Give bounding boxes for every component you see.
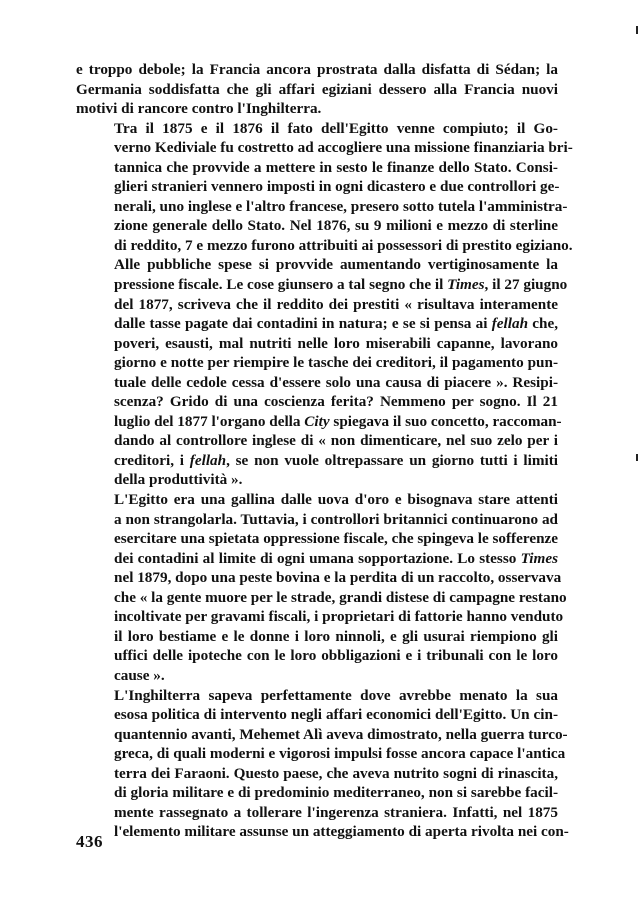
- paragraph: [76, 686, 569, 842]
- text-line: cause ».: [114, 666, 165, 684]
- text-line: tannica che provvide a mettere in sesto le finanze dello Stato. Consi-: [114, 158, 558, 176]
- text-line: che « la gente muore per le strade, grandi distese di campagne restano: [114, 588, 567, 606]
- text-line: incoltivate per gravami fiscali, i proprietari di fattorie hanno venduto: [114, 608, 564, 626]
- text-line: L'Egitto era una gallina dalle uova d'oro e bisognava stare attenti: [114, 491, 558, 509]
- text-line: Tra il 1875 e il 1876 il fato dell'Egitto venne compiuto; il Go-: [114, 119, 558, 137]
- text-line: esosa politica di intervento negli affari economici dell'Egitto. Un cin-: [114, 706, 558, 724]
- text-line: il loro bestiame e le donne i loro ninnoli, e gli usurai riempiono gli: [114, 627, 558, 645]
- text-line: dalle tasse pagate dai contadini in natura; e se si pensa ai fellah che,: [114, 315, 559, 333]
- text-line: di reddito, 7 e mezzo furono attribuiti ai possessori di prestito egiziano.: [114, 236, 573, 254]
- text-line: pressione fiscale. Le cose giunsero a tal segno che il Times, il 27 giugno: [114, 276, 568, 294]
- paragraph: [76, 60, 558, 119]
- text-line: dando al controllore inglese di « non dimenticare, nel suo zelo per i: [114, 432, 558, 450]
- paragraph: [76, 490, 567, 685]
- text-line: nel 1879, dopo una peste bovina e la perdita di un raccolto, osservava: [114, 569, 562, 587]
- text-line: glieri stranieri vennero imposti in ogni dicastero e due controllori ge-: [114, 178, 560, 196]
- text-line: tuale delle cedole cessa d'essere solo una causa di piacere ». Resipi-: [114, 373, 558, 391]
- scan-artifact-top: [636, 26, 638, 34]
- paragraph: [76, 255, 568, 490]
- text-line: del 1877, scriveva che il reddito dei prestiti « risultava interamente: [114, 295, 558, 313]
- text-line: mente rassegnato a tollerare l'ingerenza straniera. Infatti, nel 1875: [114, 803, 558, 821]
- text-line: terra dei Faraoni. Questo paese, che aveva nutrito sogni di rinascita,: [114, 764, 558, 782]
- text-line: dei contadini al limite di ogni umana sopportazione. Lo stesso Times: [114, 549, 558, 567]
- text-line: creditori, i fellah, se non vuole oltrepassare un giorno tutti i limiti: [114, 451, 559, 469]
- text-line: giorno e notte per riempire le tasche dei creditori, il pagamento pun-: [114, 354, 558, 372]
- text-line: greca, di quali moderni e vigorosi impulsi fosse ancora capace l'antica: [114, 745, 566, 763]
- text-line: luglio del 1877 l'organo della City spiegava il suo concetto, raccoman-: [114, 412, 562, 430]
- text-line: uffici delle ipoteche con le loro obbligazioni e i tribunali con le loro: [114, 647, 558, 665]
- text-line: motivi di rancore contro l'Inghilterra.: [76, 100, 322, 118]
- text-line: a non strangolarla. Tuttavia, i controllori britannici continuarono ad: [114, 510, 558, 528]
- text-line: Alle pubbliche spese si provvide aumentando vertiginosamente la: [114, 256, 558, 274]
- text-line: scenza? Grido di una coscienza ferita? Nemmeno per sogno. Il 21: [114, 393, 558, 411]
- page-number: 436: [76, 832, 103, 851]
- text-line: nerali, uno inglese e l'altro francese, presero sotto tutela l'amministra-: [114, 197, 568, 215]
- text-line: quantennio avanti, Mehemet Alì aveva dimostrato, nella guerra turco-: [114, 725, 568, 743]
- text-line: esercitare una spietata oppressione fiscale, che spingeva le sofferenze: [114, 530, 558, 548]
- text-line: L'Inghilterra sapeva perfettamente dove avrebbe menato la sua: [114, 686, 558, 704]
- text-line: verno Kediviale fu costretto ad accogliere una missione finanziaria bri-: [114, 139, 573, 157]
- text-line: di gloria militare e di predominio mediterraneo, non si sarebbe facil-: [114, 784, 558, 802]
- text-line: della produttività ».: [114, 471, 243, 489]
- body-text: [76, 60, 573, 842]
- text-line: e troppo debole; la Francia ancora prostrata dalla disfatta di Sédan; la: [76, 61, 558, 78]
- paragraph: [76, 119, 573, 256]
- text-line: poveri, esausti, mal nutriti nelle loro miserabili capanne, lavorano: [114, 334, 558, 352]
- text-line: l'elemento militare assunse un atteggiamento di aperta rivolta nei con-: [114, 823, 569, 841]
- text-line: Germania soddisfatta che gli affari egiziani dessero alla Francia nuovi: [76, 80, 558, 98]
- scan-artifact-middle: [636, 454, 638, 461]
- text-line: zione generale dello Stato. Nel 1876, su 9 milioni e mezzo di sterline: [114, 217, 558, 235]
